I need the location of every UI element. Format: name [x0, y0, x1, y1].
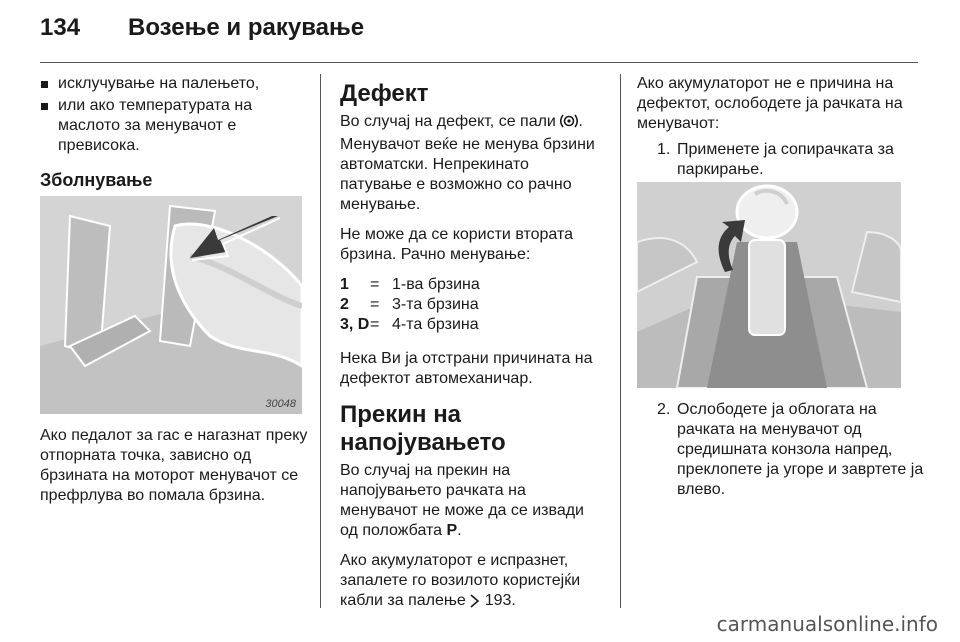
- page-number: 134: [40, 14, 81, 41]
- table-row: 2 = 3-та брзина: [340, 296, 479, 313]
- list-item: 1. Применете ја сопирачката за паркирање.: [657, 141, 894, 178]
- manual-shift-intro: Не може да се користи втората брзина. Рачно менување:: [340, 226, 573, 263]
- bullet-item: или ако температурата на маслото за менувачот е превисока.: [40, 96, 310, 156]
- page-reference-link[interactable]: 193.: [484, 592, 516, 609]
- pedal-illustration: [40, 196, 302, 414]
- bullet-item: исклучување на палењето,: [40, 74, 310, 94]
- power-failure-heading: Прекин на напојувањето: [340, 401, 506, 456]
- gear-lever-drawing: [637, 182, 901, 388]
- left-column: [40, 74, 310, 208]
- right-column: [637, 74, 927, 180]
- workshop-text: Нека Ви ја отстрани причината на дефектот автомеханичар.: [340, 350, 593, 387]
- gear-table: [340, 275, 480, 335]
- watermark: carmanualsonline.info: [716, 612, 938, 636]
- fault-text: Во случај на дефект, се пали . Менувачот веќе не менува брзини автоматски. Непрекинато патување е возможно со рачно менување.: [340, 113, 595, 213]
- column-divider-2: [620, 74, 621, 608]
- kickdown-heading: Зболнување: [40, 170, 153, 190]
- steps-list: [637, 140, 927, 180]
- bullet-square-icon: [41, 103, 48, 110]
- table-row: 1 = 1-ва брзина: [340, 276, 480, 293]
- kickdown-text: Ако педалот за гас е нагазнат преку отпорната точка, зависно од брзината на моторот менувачот се префрлува во помала брзина.: [40, 427, 308, 504]
- shifter-illustration: [637, 182, 901, 388]
- power-failure-text: Во случај на прекин на напојувањето рачката на менувачот не може да се извади од положбата P.: [340, 462, 584, 539]
- figure-code: 30048: [265, 398, 296, 410]
- pedal-foot-drawing: [40, 196, 302, 414]
- middle-column: [340, 74, 605, 624]
- page-title: Возење и ракување: [128, 14, 365, 41]
- release-intro: Ако акумулаторот не е причина на дефектот, ослободете ја рачката на менувачот:: [637, 75, 903, 132]
- transmission-warning-icon: [560, 113, 578, 135]
- kickdown-body: [40, 426, 315, 516]
- steps-list-continued: [637, 400, 927, 500]
- page-header: [40, 14, 920, 52]
- battery-text: Ако акумулаторот е испразнет, запалете го возилото користејќи кабли за палење 193.: [340, 551, 605, 614]
- reference-arrow-icon: [470, 594, 480, 614]
- fault-heading: Дефект: [340, 80, 429, 107]
- right-column-lower: [637, 400, 927, 500]
- bullet-list: [40, 74, 310, 156]
- bullet-square-icon: [41, 81, 48, 88]
- list-item: 2. Ослободете ја облогата на рачката на менувачот од средишната конзола напред, преклопете ја угоре и завртете ја влево.: [657, 401, 924, 498]
- column-divider-1: [320, 74, 321, 608]
- table-row: 3, D = 4-та брзина: [340, 316, 479, 333]
- header-divider: [40, 62, 918, 63]
